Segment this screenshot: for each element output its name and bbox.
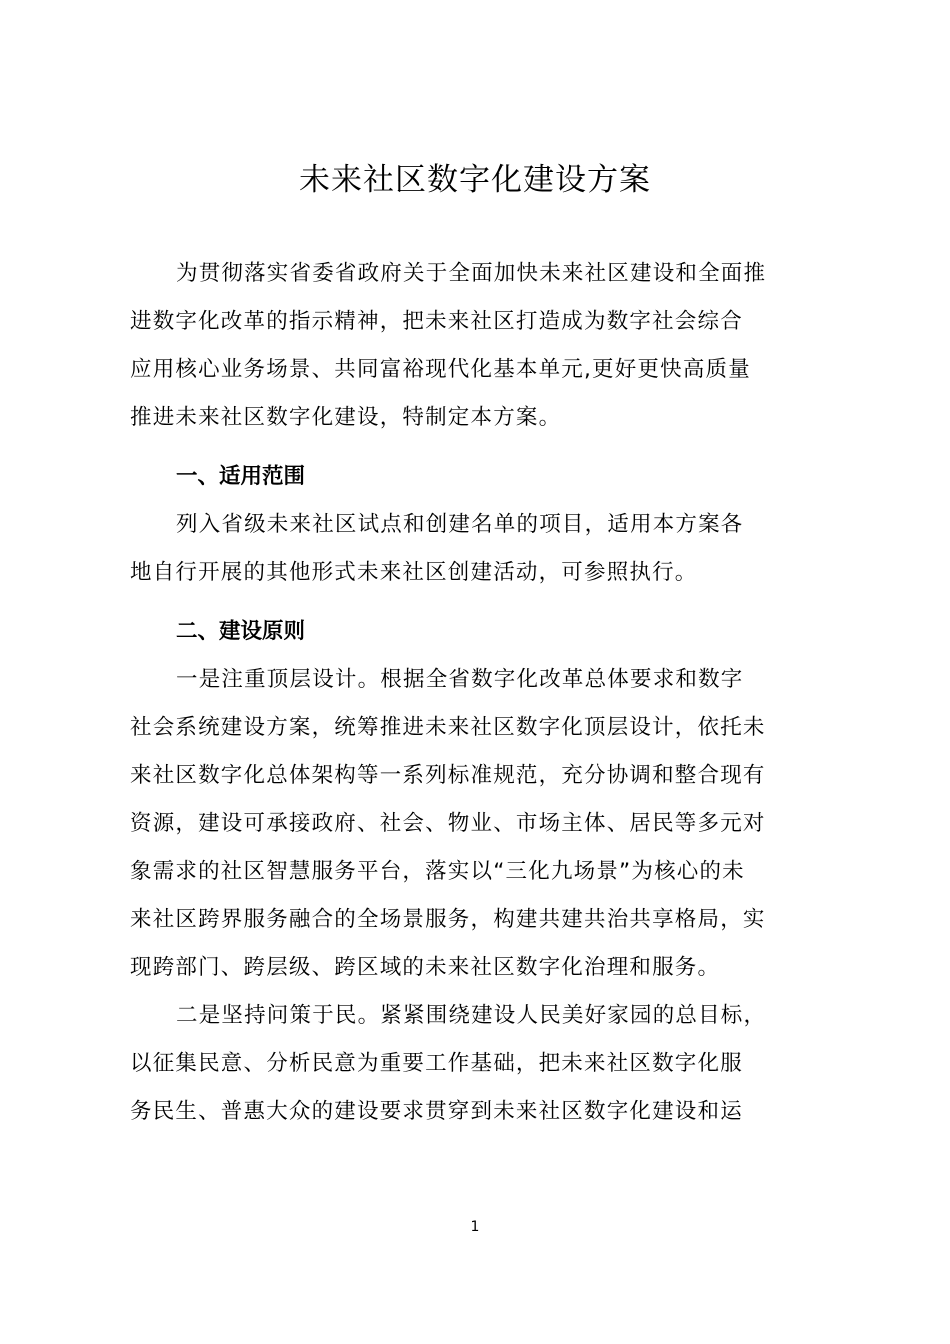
intro-line: 进数字化改革的指示精神，把未来社区打造成为数字社会综合	[130, 309, 743, 334]
intro-line: 推进未来社区数字化建设，特制定本方案。	[130, 405, 562, 430]
principle-line: 资源，建设可承接政府、社会、物业、市场主体、居民等多元对	[130, 811, 766, 836]
document-title: 未来社区数字化建设方案	[299, 162, 651, 198]
principle-line: 二是坚持问策于民。紧紧围绕建设人民美好家园的总目标，	[176, 1003, 767, 1028]
principle-line: 来社区数字化总体架构等一系列标准规范，充分协调和整合现有	[130, 763, 766, 788]
principle-line: 来社区跨界服务融合的全场景服务，构建共建共治共享格局，实	[130, 907, 766, 932]
scope-paragraph	[130, 501, 830, 597]
scope-line: 地自行开展的其他形式未来社区创建活动，可参照执行。	[130, 560, 698, 585]
principle-line: 现跨部门、跨层级、跨区域的未来社区数字化治理和服务。	[130, 955, 721, 980]
page-number: 1	[470, 1219, 480, 1235]
principle-paragraph-1	[130, 656, 830, 992]
principle-line: 务民生、普惠大众的建设要求贯穿到未来社区数字化建设和运	[130, 1099, 743, 1124]
principle-paragraph-2	[130, 992, 830, 1136]
principle-line: 社会系统建设方案，统筹推进未来社区数字化顶层设计，依托未	[130, 715, 766, 740]
principle-line: 一是注重顶层设计。根据全省数字化改革总体要求和数字	[176, 667, 744, 692]
document-body	[130, 250, 830, 1136]
intro-line: 应用核心业务场景、共同富裕现代化基本单元,更好更快高质量	[130, 357, 751, 382]
intro-paragraph	[130, 250, 830, 442]
scope-line: 列入省级未来社区试点和创建名单的项目，适用本方案各	[176, 512, 744, 537]
section-heading-principles: 二、建设原则	[176, 619, 306, 644]
principle-line: 以征集民意、分析民意为重要工作基础，把未来社区数字化服	[130, 1051, 743, 1076]
section-heading-scope: 一、适用范围	[176, 464, 306, 489]
intro-line: 为贯彻落实省委省政府关于全面加快未来社区建设和全面推	[176, 261, 767, 286]
principle-line: 象需求的社区智慧服务平台，落实以“三化九场景”为核心的未	[130, 859, 745, 884]
